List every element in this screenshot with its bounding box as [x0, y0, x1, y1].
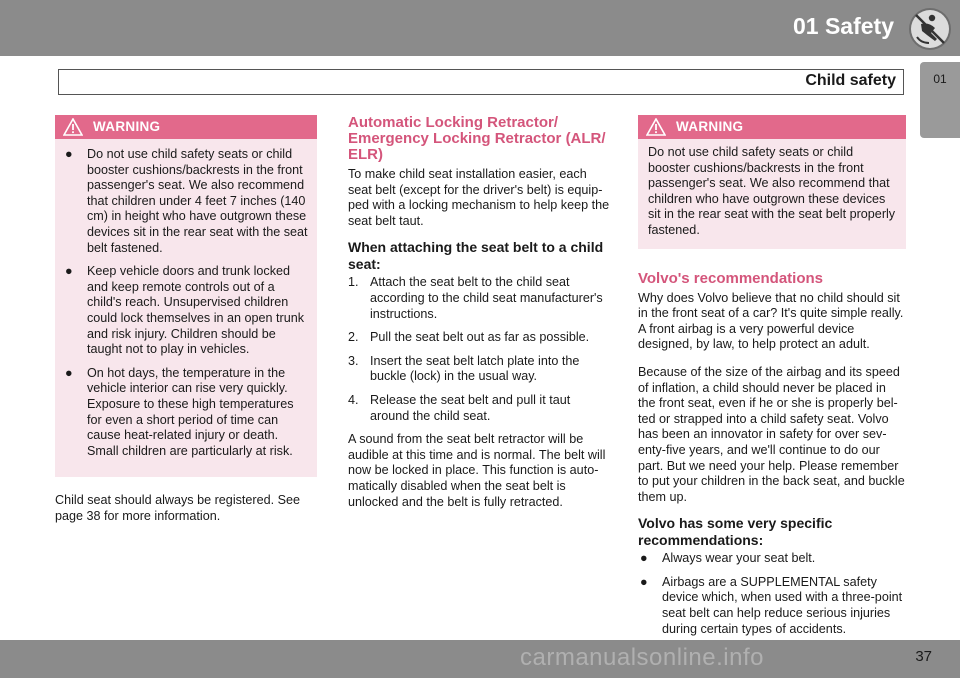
- warning-text: Do not use child safety seats or child booster cushions/backrests in the front passenger's seat. We also recommend that children who have outgrown these devices sit in the rear seat with the seat belt properly fastened.: [648, 145, 896, 237]
- warning-triangle-icon: [646, 118, 666, 136]
- recommendations-list: [638, 549, 906, 637]
- list-item: [63, 147, 311, 256]
- list-item: [63, 366, 311, 460]
- column-middle: [348, 115, 610, 510]
- chapter-tab[interactable]: [920, 62, 960, 138]
- warning-list: [55, 139, 317, 459]
- bullet-dot: ●: [65, 264, 73, 279]
- step-number: 1.: [348, 275, 359, 290]
- chapter-title: 01 Safety: [792, 13, 894, 39]
- warning-header: [55, 115, 317, 139]
- alr-elr-heading: Automatic Locking Retractor/ Emergency Locking Retractor (ALR/ ELR): [348, 114, 606, 163]
- warning-header: [638, 115, 906, 139]
- attach-subheading: When attaching the seat belt to a child seat:: [348, 239, 604, 273]
- list-item: [638, 575, 906, 637]
- page-number: 37: [915, 648, 932, 665]
- bullet-dot: ●: [640, 551, 648, 566]
- column-left: [55, 115, 317, 524]
- step-text: Attach the seat belt to the child seat according to the child seat manufacturer's instructions.: [370, 275, 603, 321]
- step-item: [348, 393, 610, 424]
- warning-box: [55, 115, 317, 477]
- section-title: Child safety: [805, 72, 896, 89]
- top-banner: [0, 0, 960, 56]
- step-text: Release the seat belt and pull it taut around the child seat.: [370, 392, 571, 423]
- warning-heading: WARNING: [93, 119, 161, 135]
- airbag-passenger-off-icon: [908, 7, 952, 51]
- step-item: [348, 330, 610, 346]
- watermark-text: carmanualsonline.info: [520, 644, 764, 671]
- column-right: [638, 115, 906, 645]
- step-item: [348, 354, 610, 385]
- registration-note: Child seat should always be registered. See page 38 for more information.: [55, 493, 301, 523]
- step-text: Insert the seat belt latch plate into the buckle (lock) in the usual way.: [370, 353, 580, 384]
- step-number: 4.: [348, 392, 359, 407]
- step-number: 2.: [348, 330, 359, 345]
- step-number: 3.: [348, 353, 359, 368]
- steps-list: [348, 275, 610, 424]
- step-item: [348, 275, 610, 322]
- step-text: Pull the seat belt out as far as possible.: [370, 330, 590, 345]
- warning-heading: WARNING: [676, 119, 744, 135]
- recommendations-para-1: Why does Volvo believe that no child should sit in the front seat of a car? It's quite simple really. A front airbag is a very powerful device designed, by law, to help protect an adult.: [638, 290, 904, 352]
- list-item: [638, 551, 906, 567]
- bullet-dot: ●: [65, 365, 73, 380]
- list-item-text: On hot days, the temperature in the vehicle interior can rise very quickly. Exposure to these high temperatures for even a short period of time can cause heat-related injury or death. Small children are particularly at risk.: [87, 365, 294, 458]
- bullet-dot: ●: [640, 574, 648, 589]
- list-item-text: Always wear your seat belt.: [662, 551, 816, 566]
- chapter-tab-label: 01: [933, 72, 947, 86]
- recommendations-heading: Volvo's recommendations: [638, 269, 824, 287]
- list-item-text: Airbags are a SUPPLEMENTAL safety device which, when used with a three-point seat belt can help reduce serious injuries during certain types of accidents.: [662, 574, 903, 636]
- specific-recommendations-subheading: Volvo has some very specific recommendations:: [638, 515, 833, 549]
- list-item: [63, 264, 311, 358]
- list-item-text: Keep vehicle doors and trunk locked and keep remote controls out of a child's reach. Unsupervised children could lock themselves in an open trunk and risk injury. Children should be taught not to play in vehicles.: [87, 264, 305, 357]
- list-item-text: Do not use child safety seats or child booster cushions/backrests in the front passenger's seat. We also recommend that children under 4 feet 7 inches (140 cm) in height who have outgrown these devices sit in the rear seat with the seat belt fastened.: [87, 147, 308, 255]
- section-header-frame: [58, 69, 904, 95]
- bullet-dot: ●: [65, 147, 73, 161]
- alr-intro: To make child seat installation easier, each seat belt (except for the driver's belt) is equip-ped with a locking mechanism to help keep the seat belt taut.: [348, 167, 610, 228]
- bottom-banner: [0, 640, 960, 678]
- warning-box: [638, 115, 906, 249]
- recommendations-para-2: Because of the size of the airbag and its speed of inflation, a child should never be placed in the front seat, even if he or she is properly bel-ted or strapped into a child safety seat. Volvo has been an innovator in safety for over sev-enty-five years, and we'll continue to do our part. But we need your help. Please remember to put your children in the back seat, and buckle them up.: [638, 364, 905, 504]
- alr-outro: A sound from the seat belt retractor will be audible at this time and is normal. The belt will now be locked in place. This function is auto-matically disabled when the seat belt is unlocked and the belt is fully retracted.: [348, 432, 606, 509]
- warning-triangle-icon: [63, 118, 83, 136]
